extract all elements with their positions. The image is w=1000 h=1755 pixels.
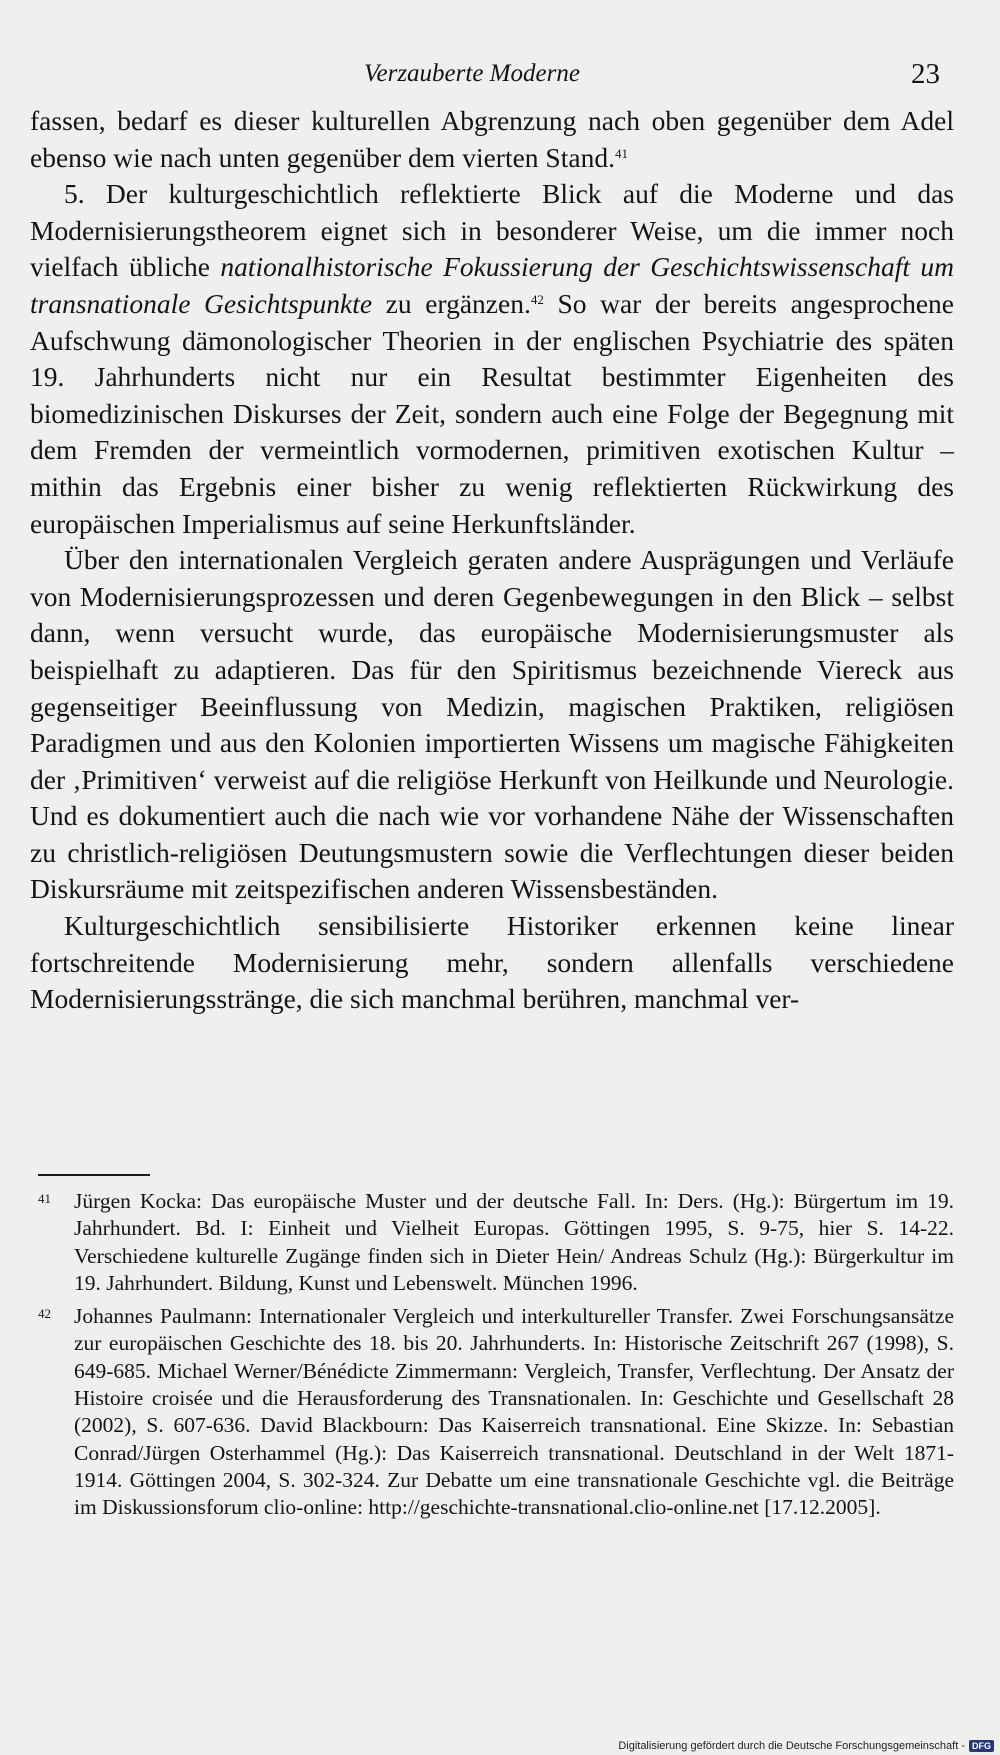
- footnotes: [38, 1188, 954, 1528]
- page-number: 23: [911, 58, 940, 90]
- paragraph-text: 5. Der kulturgeschichtlich reflektierte Blick auf die Moderne und das Modernisierungstheorem eignet sich in besonderer Weise, um die immer noch vielfach übliche: [30, 178, 954, 283]
- main-text: [30, 103, 954, 1018]
- paragraph-modernization: Kulturgeschichtlich sensibilisierte Historiker erkennen keine linear fortschreitende Modernisierung mehr, sondern allenfalls verschiedene Modernisierungsstränge, die sich manchmal berühren, manchmal ver-: [30, 910, 954, 1015]
- paragraph-text: fassen, bedarf es dieser kulturellen Abgrenzung nach oben gegenüber dem Adel ebenso wie nach unten gegenüber dem vierten Stand.: [30, 105, 954, 173]
- footnote-text: Jürgen Kocka: Das europäische Muster und der deutsche Fall. In: Ders. (Hg.): Bürgertum im 19. Jahrhundert. Bd. I: Einheit und Vielheit Europas. Göttingen 1995, S. 9-75, hier S. 14-22. Verschiedene kulturelle Zugänge finden sich in Dieter Hein/ Andreas Schulz (Hg.): Bürgerkultur im 19. Jahrhundert. Bildung, Kunst und Lebenswelt. München 1996.: [74, 1189, 954, 1295]
- footnote-ref-41[interactable]: 41: [614, 145, 628, 161]
- paragraph-text: So war der bereits angesprochene Aufschwung dämonologischer Theorien in der englischen Psychiatrie des späten 19. Jahrhunderts nicht nur ein Resultat bestimmter Eigenheiten des biomedizinischen Diskurses der Zeit, sondern auch eine Folge der Begegnung mit dem Fremden der vermeintlich vormodernen, primitiven exotischen Kultur – mithin das Ergebnis einer bisher zu wenig reflektierten Rückwirkung des europäischen Imperialismus auf seine Herkunftsländer.: [30, 287, 954, 539]
- paragraph-text: zu ergänzen.: [372, 287, 531, 319]
- emphasized-phrase: nationalhistorische Fokussierung der Geschichtswissenschaft um transnationale Gesichtspunkte: [30, 251, 954, 319]
- footnote-number: 42: [38, 1306, 51, 1322]
- dfg-logo-icon[interactable]: DFG: [969, 1740, 994, 1752]
- paragraph-5: [30, 176, 954, 542]
- footnote-text: Johannes Paulmann: Internationaler Vergleich und interkultureller Transfer. Zwei Forschungsansätze zur europäischen Geschichte des 18. bis 20. Jahrhunderts. In: Historische Zeitschrift 267 (1998), S. 649-685. Michael Werner/Bénédicte Zimmermann: Vergleich, Transfer, Verflechtung. Der Ansatz der Histoire croisée und die Herausforderung des Transnationalen. In: Geschichte und Gesellschaft 28 (2002), S. 607-636. David Blackbourn: Das Kaiserreich transnational. Eine Skizze. In: Sebastian Conrad/Jürgen Osterhammel (Hg.): Das Kaiserreich transnational. Deutschland in der Welt 1871-1914. Göttingen 2004, S. 302-324. Zur Debatte um eine transnationale Geschichte vgl. die Beiträge im Diskussionsforum clio-online: http://geschichte-transnational.clio-online.net [17.12.2005].: [74, 1304, 954, 1520]
- paragraph-comparison: Über den internationalen Vergleich geraten andere Ausprägungen und Verläufe von Modernisierungsprozessen und deren Gegenbewegungen in den Blick – selbst dann, wenn versucht wurde, das europäische Modernisierungsmuster als beispielhaft zu adaptieren. Das für den Spiritismus bezeichnende Viereck aus gegenseitiger Beeinflussung von Medizin, magischen Praktiken, religiösen Paradigmen und aus den Kolonien importierten Wissens um magische Fähigkeiten der ‚Primitiven‘ verweist auf die religiöse Herkunft von Heilkunde und Neurologie. Und es dokumentiert auch die nach wie vor vorhandene Nähe der Wissenschaften zu christlich-religiösen Deutungsmustern sowie die Verflechtungen dieser beiden Diskursräume mit zeitspezifischen anderen Wissensbeständen.: [30, 544, 954, 905]
- paragraph-continuation: [30, 103, 954, 176]
- footnote-separator: [38, 1174, 150, 1176]
- credit-text: Digitalisierung gefördert durch die Deutsche Forschungsgemeinschaft -: [618, 1740, 965, 1752]
- page-header: [0, 56, 1000, 92]
- digitization-credit: [618, 1740, 994, 1752]
- footnote-41: [38, 1188, 954, 1297]
- running-title: Verzauberte Moderne: [364, 60, 580, 87]
- footnote-42: [38, 1303, 954, 1521]
- footnote-ref-42[interactable]: 42: [530, 291, 544, 307]
- footnote-number: 41: [38, 1191, 51, 1206]
